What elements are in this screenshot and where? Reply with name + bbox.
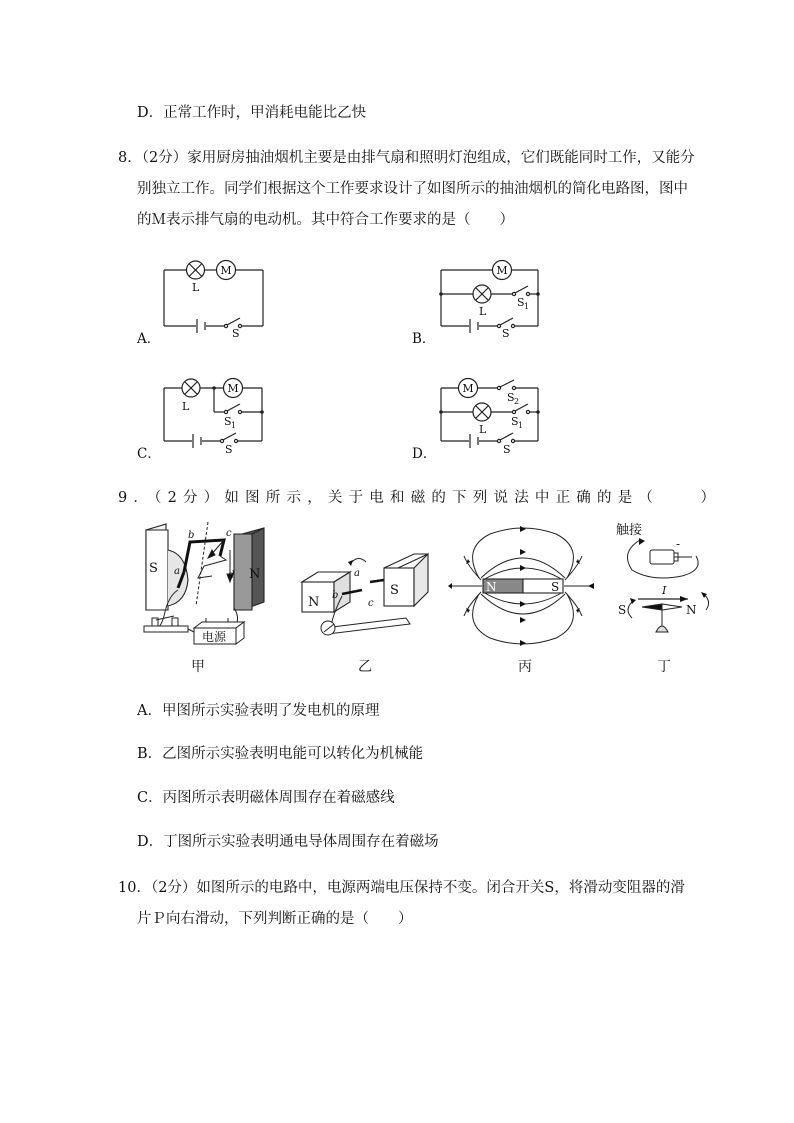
junction-dot bbox=[212, 386, 216, 390]
motor-label: M bbox=[496, 264, 508, 277]
magnet-s-label: S bbox=[149, 561, 158, 576]
figure-bing-magnetic-field bbox=[448, 526, 598, 646]
junction-dot bbox=[536, 292, 540, 296]
q10-stem-line-1: 10．（2分）如图所示的电路中，电源两端电压保持不变。闭合开关S，将滑动变阻器的滑 bbox=[118, 880, 685, 896]
figure-caption-bing: 丙 bbox=[518, 659, 532, 675]
q8-option-d-label: D． bbox=[412, 446, 437, 462]
battery-icon bbox=[197, 319, 205, 333]
switch-s1-icon bbox=[512, 286, 529, 296]
q9-option-d: D．丁图所示实验表明通电导体周围存在着磁场 bbox=[137, 834, 439, 850]
switch-icon bbox=[497, 433, 514, 443]
power-supply-label: 电源 bbox=[202, 630, 227, 644]
magnet-n-label: N bbox=[249, 567, 261, 582]
switch-icon bbox=[144, 616, 188, 632]
switch-s2-icon bbox=[497, 380, 515, 390]
lamp-label: L bbox=[182, 400, 190, 413]
motor-label: M bbox=[220, 264, 232, 277]
switch-label: S bbox=[225, 443, 233, 455]
switch-s1-label: S bbox=[511, 415, 519, 428]
compass-n-label: N bbox=[686, 603, 697, 617]
q9-option-a: A．甲图所示实验表明了发电机的原理 bbox=[137, 703, 380, 719]
lamp-label: L bbox=[192, 281, 200, 294]
q9-option-b: B．乙图所示实验表明电能可以转化为机械能 bbox=[137, 746, 424, 762]
wire-a-label: a bbox=[354, 568, 360, 579]
wire-b-label: b bbox=[188, 530, 195, 541]
q8-stem-line-3: 的Ｍ表示排气扇的电动机。其中符合工作要求的是（ ） bbox=[137, 212, 514, 228]
lamp-icon bbox=[473, 285, 491, 303]
figure-ding-oersted-experiment bbox=[612, 518, 722, 648]
figure-jia-motor-experiment bbox=[138, 520, 278, 650]
motor-label: M bbox=[227, 382, 239, 395]
junction-dot bbox=[260, 410, 264, 414]
figure-caption-yi: 乙 bbox=[358, 659, 372, 675]
q8-option-a-label: A． bbox=[137, 331, 161, 347]
battery-icon bbox=[193, 434, 201, 448]
magnet-n-label: N bbox=[486, 580, 497, 594]
switch-s1-subscript: 1 bbox=[231, 421, 237, 430]
circuit-diagram-a bbox=[160, 258, 270, 338]
switch-s1-icon bbox=[224, 404, 241, 414]
figure-caption-ding: 丁 bbox=[657, 659, 671, 675]
battery-minus-label: - bbox=[676, 537, 681, 551]
magnet-n-label: N bbox=[308, 595, 320, 610]
q10-stem-line-2: 片Ｐ向右滑动，下列判断正确的是（ ） bbox=[137, 911, 413, 927]
q8-option-c-label: C． bbox=[137, 446, 161, 462]
circuit-diagram-b bbox=[437, 258, 547, 340]
lamp-icon bbox=[473, 403, 491, 421]
junction-dot bbox=[439, 410, 443, 414]
switch-label: S bbox=[503, 443, 511, 455]
compass-needle-icon bbox=[642, 604, 682, 632]
touch-label: 触接 bbox=[616, 523, 643, 538]
q9-option-c: C．丙图所示表明磁体周围存在着磁感线 bbox=[137, 790, 395, 806]
lamp-label: L bbox=[479, 305, 487, 318]
current-label: I bbox=[662, 584, 667, 597]
motor-label: M bbox=[462, 382, 474, 395]
switch-s1-label: S bbox=[517, 296, 525, 309]
q8-stem-line-2: 别独立工作。同学们根据这个工作要求设计了如图所示的抽油烟机的简化电路图，图中 bbox=[137, 181, 688, 197]
magnet-s-label: S bbox=[551, 580, 560, 594]
lamp-icon bbox=[187, 261, 205, 279]
q8-stem-line-1: 8．（2分）家用厨房抽油烟机主要是由排气扇和照明灯泡组成，它们既能同时工作，又能分 bbox=[118, 150, 695, 166]
wire-d-label: d bbox=[228, 570, 235, 581]
switch-label: S bbox=[232, 327, 240, 338]
circuit-diagram-d bbox=[437, 373, 547, 455]
circuit-diagram-c bbox=[160, 373, 270, 455]
switch-label: S bbox=[502, 327, 510, 340]
switch-icon bbox=[220, 433, 237, 443]
battery-icon bbox=[650, 550, 678, 564]
wire-b-label: b bbox=[332, 590, 339, 601]
junction-dot bbox=[439, 292, 443, 296]
figure-yi-induction-experiment bbox=[298, 546, 433, 646]
wire-c-label: c bbox=[226, 528, 232, 539]
figure-caption-jia: 甲 bbox=[191, 659, 205, 675]
q8-option-b-label: B． bbox=[412, 331, 436, 347]
switch-s1-subscript: 1 bbox=[524, 302, 530, 311]
battery-icon bbox=[470, 319, 478, 333]
wire-c-label: c bbox=[368, 598, 374, 609]
switch-s1-subscript: 1 bbox=[518, 421, 524, 430]
switch-s2-label: S bbox=[507, 391, 515, 404]
battery-icon bbox=[470, 434, 478, 448]
lamp-label: L bbox=[479, 423, 487, 436]
switch-s1-label: S bbox=[224, 415, 232, 428]
junction-dot bbox=[536, 410, 540, 414]
switch-s2-subscript: 2 bbox=[514, 397, 520, 406]
wire-a-label: a bbox=[174, 566, 180, 577]
q7-option-d: D．正常工作时，甲消耗电能比乙快 bbox=[137, 105, 367, 121]
magnet-s-label: S bbox=[390, 583, 399, 598]
compass-s-label: S bbox=[618, 603, 627, 617]
q9-stem: 9．（2分）如图所示，关于电和磁的下列说法中正确的是（ ） bbox=[118, 490, 722, 506]
lamp-icon bbox=[182, 379, 200, 397]
